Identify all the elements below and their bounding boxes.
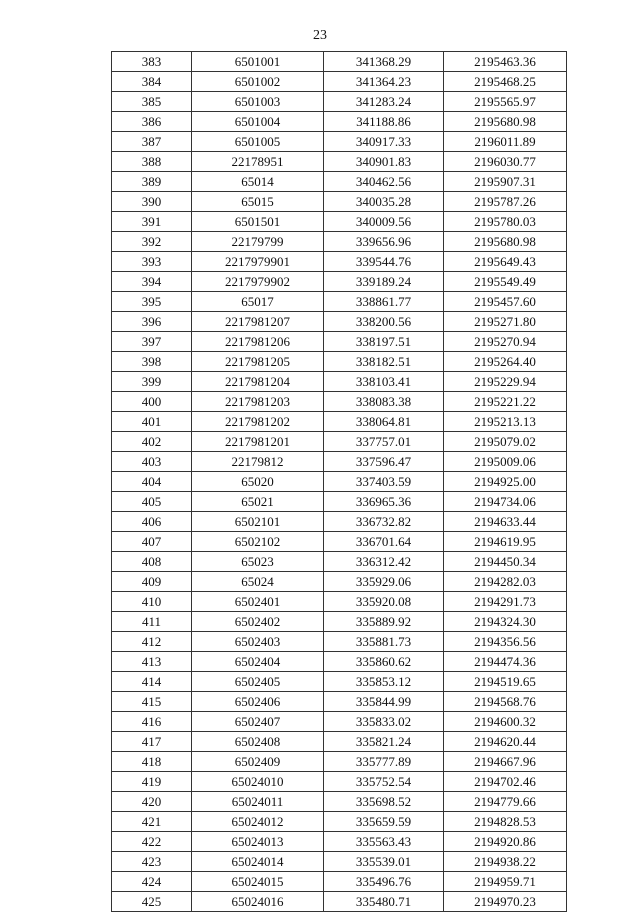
table-row bbox=[112, 232, 567, 252]
y-coordinate-cell: 2195907.31 bbox=[444, 172, 567, 192]
y-coordinate-cell: 2195565.97 bbox=[444, 92, 567, 112]
y-coordinate-cell: 2195649.43 bbox=[444, 252, 567, 272]
point-id-cell: 65020 bbox=[192, 472, 324, 492]
point-id-cell: 6502404 bbox=[192, 652, 324, 672]
x-coordinate-cell: 338182.51 bbox=[324, 352, 444, 372]
row-number-cell: 410 bbox=[112, 592, 192, 612]
table-row bbox=[112, 712, 567, 732]
point-id-cell: 2217981205 bbox=[192, 352, 324, 372]
x-coordinate-cell: 335821.24 bbox=[324, 732, 444, 752]
x-coordinate-cell: 335698.52 bbox=[324, 792, 444, 812]
y-coordinate-cell: 2194474.36 bbox=[444, 652, 567, 672]
point-id-cell: 6501005 bbox=[192, 132, 324, 152]
y-coordinate-cell: 2194734.06 bbox=[444, 492, 567, 512]
table-row bbox=[112, 752, 567, 772]
table-row bbox=[112, 332, 567, 352]
point-id-cell: 6501501 bbox=[192, 212, 324, 232]
x-coordinate-cell: 340462.56 bbox=[324, 172, 444, 192]
x-coordinate-cell: 335929.06 bbox=[324, 572, 444, 592]
table-row bbox=[112, 92, 567, 112]
row-number-cell: 425 bbox=[112, 892, 192, 912]
coordinates-table-body bbox=[112, 52, 567, 912]
point-id-cell: 6502408 bbox=[192, 732, 324, 752]
x-coordinate-cell: 340009.56 bbox=[324, 212, 444, 232]
table-row bbox=[112, 52, 567, 72]
table-row bbox=[112, 152, 567, 172]
table-row bbox=[112, 272, 567, 292]
x-coordinate-cell: 335860.62 bbox=[324, 652, 444, 672]
table-row bbox=[112, 732, 567, 752]
point-id-cell: 65024015 bbox=[192, 872, 324, 892]
y-coordinate-cell: 2194450.34 bbox=[444, 552, 567, 572]
table-row bbox=[112, 192, 567, 212]
point-id-cell: 6502102 bbox=[192, 532, 324, 552]
x-coordinate-cell: 335777.89 bbox=[324, 752, 444, 772]
table-row bbox=[112, 512, 567, 532]
x-coordinate-cell: 337596.47 bbox=[324, 452, 444, 472]
y-coordinate-cell: 2194920.86 bbox=[444, 832, 567, 852]
y-coordinate-cell: 2195271.80 bbox=[444, 312, 567, 332]
row-number-cell: 405 bbox=[112, 492, 192, 512]
x-coordinate-cell: 335889.92 bbox=[324, 612, 444, 632]
y-coordinate-cell: 2195264.40 bbox=[444, 352, 567, 372]
point-id-cell: 2217979902 bbox=[192, 272, 324, 292]
point-id-cell: 6502405 bbox=[192, 672, 324, 692]
y-coordinate-cell: 2194925.00 bbox=[444, 472, 567, 492]
row-number-cell: 383 bbox=[112, 52, 192, 72]
table-row bbox=[112, 412, 567, 432]
table-row bbox=[112, 672, 567, 692]
point-id-cell: 65024013 bbox=[192, 832, 324, 852]
x-coordinate-cell: 340035.28 bbox=[324, 192, 444, 212]
table-row bbox=[112, 112, 567, 132]
table-row bbox=[112, 132, 567, 152]
point-id-cell: 2217981207 bbox=[192, 312, 324, 332]
table-row bbox=[112, 572, 567, 592]
row-number-cell: 421 bbox=[112, 812, 192, 832]
point-id-cell: 65017 bbox=[192, 292, 324, 312]
y-coordinate-cell: 2194620.44 bbox=[444, 732, 567, 752]
table-row bbox=[112, 692, 567, 712]
page-number: 23 bbox=[313, 28, 327, 43]
y-coordinate-cell: 2195457.60 bbox=[444, 292, 567, 312]
y-coordinate-cell: 2194667.96 bbox=[444, 752, 567, 772]
table-row bbox=[112, 592, 567, 612]
y-coordinate-cell: 2196030.77 bbox=[444, 152, 567, 172]
x-coordinate-cell: 337757.01 bbox=[324, 432, 444, 452]
x-coordinate-cell: 335480.71 bbox=[324, 892, 444, 912]
point-id-cell: 65014 bbox=[192, 172, 324, 192]
y-coordinate-cell: 2194568.76 bbox=[444, 692, 567, 712]
point-id-cell: 6502407 bbox=[192, 712, 324, 732]
x-coordinate-cell: 338103.41 bbox=[324, 372, 444, 392]
table-row bbox=[112, 492, 567, 512]
row-number-cell: 384 bbox=[112, 72, 192, 92]
x-coordinate-cell: 338861.77 bbox=[324, 292, 444, 312]
x-coordinate-cell: 335563.43 bbox=[324, 832, 444, 852]
row-number-cell: 403 bbox=[112, 452, 192, 472]
x-coordinate-cell: 337403.59 bbox=[324, 472, 444, 492]
point-id-cell: 22179812 bbox=[192, 452, 324, 472]
y-coordinate-cell: 2195079.02 bbox=[444, 432, 567, 452]
row-number-cell: 397 bbox=[112, 332, 192, 352]
y-coordinate-cell: 2194938.22 bbox=[444, 852, 567, 872]
point-id-cell: 65024 bbox=[192, 572, 324, 592]
table-row bbox=[112, 832, 567, 852]
point-id-cell: 65024016 bbox=[192, 892, 324, 912]
x-coordinate-cell: 339656.96 bbox=[324, 232, 444, 252]
y-coordinate-cell: 2195468.25 bbox=[444, 72, 567, 92]
point-id-cell: 6502401 bbox=[192, 592, 324, 612]
y-coordinate-cell: 2194619.95 bbox=[444, 532, 567, 552]
y-coordinate-cell: 2196011.89 bbox=[444, 132, 567, 152]
y-coordinate-cell: 2194324.30 bbox=[444, 612, 567, 632]
row-number-cell: 417 bbox=[112, 732, 192, 752]
point-id-cell: 6502406 bbox=[192, 692, 324, 712]
point-id-cell: 6501001 bbox=[192, 52, 324, 72]
row-number-cell: 401 bbox=[112, 412, 192, 432]
row-number-cell: 396 bbox=[112, 312, 192, 332]
table-row bbox=[112, 812, 567, 832]
row-number-cell: 398 bbox=[112, 352, 192, 372]
table-row bbox=[112, 212, 567, 232]
table-row bbox=[112, 392, 567, 412]
point-id-cell: 6501002 bbox=[192, 72, 324, 92]
row-number-cell: 394 bbox=[112, 272, 192, 292]
point-id-cell: 65015 bbox=[192, 192, 324, 212]
point-id-cell: 2217981206 bbox=[192, 332, 324, 352]
x-coordinate-cell: 338197.51 bbox=[324, 332, 444, 352]
x-coordinate-cell: 338083.38 bbox=[324, 392, 444, 412]
table-row bbox=[112, 372, 567, 392]
point-id-cell: 65024010 bbox=[192, 772, 324, 792]
point-id-cell: 2217979901 bbox=[192, 252, 324, 272]
y-coordinate-cell: 2194291.73 bbox=[444, 592, 567, 612]
table-row bbox=[112, 632, 567, 652]
y-coordinate-cell: 2195787.26 bbox=[444, 192, 567, 212]
table-row bbox=[112, 172, 567, 192]
x-coordinate-cell: 336312.42 bbox=[324, 552, 444, 572]
row-number-cell: 389 bbox=[112, 172, 192, 192]
x-coordinate-cell: 338064.81 bbox=[324, 412, 444, 432]
x-coordinate-cell: 341364.23 bbox=[324, 72, 444, 92]
y-coordinate-cell: 2194779.66 bbox=[444, 792, 567, 812]
y-coordinate-cell: 2195270.94 bbox=[444, 332, 567, 352]
y-coordinate-cell: 2195229.94 bbox=[444, 372, 567, 392]
point-id-cell: 65021 bbox=[192, 492, 324, 512]
row-number-cell: 385 bbox=[112, 92, 192, 112]
point-id-cell: 6502402 bbox=[192, 612, 324, 632]
row-number-cell: 402 bbox=[112, 432, 192, 452]
x-coordinate-cell: 335920.08 bbox=[324, 592, 444, 612]
y-coordinate-cell: 2194828.53 bbox=[444, 812, 567, 832]
point-id-cell: 6501004 bbox=[192, 112, 324, 132]
y-coordinate-cell: 2195680.98 bbox=[444, 232, 567, 252]
y-coordinate-cell: 2194959.71 bbox=[444, 872, 567, 892]
point-id-cell: 22179799 bbox=[192, 232, 324, 252]
y-coordinate-cell: 2195221.22 bbox=[444, 392, 567, 412]
y-coordinate-cell: 2194970.23 bbox=[444, 892, 567, 912]
row-number-cell: 388 bbox=[112, 152, 192, 172]
x-coordinate-cell: 339544.76 bbox=[324, 252, 444, 272]
point-id-cell: 22178951 bbox=[192, 152, 324, 172]
row-number-cell: 400 bbox=[112, 392, 192, 412]
row-number-cell: 399 bbox=[112, 372, 192, 392]
row-number-cell: 413 bbox=[112, 652, 192, 672]
x-coordinate-cell: 341368.29 bbox=[324, 52, 444, 72]
table-row bbox=[112, 872, 567, 892]
table-row bbox=[112, 432, 567, 452]
table-row bbox=[112, 72, 567, 92]
x-coordinate-cell: 335752.54 bbox=[324, 772, 444, 792]
point-id-cell: 2217981201 bbox=[192, 432, 324, 452]
row-number-cell: 411 bbox=[112, 612, 192, 632]
point-id-cell: 6501003 bbox=[192, 92, 324, 112]
row-number-cell: 393 bbox=[112, 252, 192, 272]
table-row bbox=[112, 612, 567, 632]
x-coordinate-cell: 338200.56 bbox=[324, 312, 444, 332]
y-coordinate-cell: 2195680.98 bbox=[444, 112, 567, 132]
table-row bbox=[112, 852, 567, 872]
point-id-cell: 65024014 bbox=[192, 852, 324, 872]
x-coordinate-cell: 335496.76 bbox=[324, 872, 444, 892]
table-row bbox=[112, 892, 567, 912]
x-coordinate-cell: 335853.12 bbox=[324, 672, 444, 692]
x-coordinate-cell: 335881.73 bbox=[324, 632, 444, 652]
y-coordinate-cell: 2194633.44 bbox=[444, 512, 567, 532]
row-number-cell: 409 bbox=[112, 572, 192, 592]
x-coordinate-cell: 335659.59 bbox=[324, 812, 444, 832]
row-number-cell: 424 bbox=[112, 872, 192, 892]
y-coordinate-cell: 2194519.65 bbox=[444, 672, 567, 692]
table-row bbox=[112, 252, 567, 272]
y-coordinate-cell: 2195549.49 bbox=[444, 272, 567, 292]
table-row bbox=[112, 312, 567, 332]
row-number-cell: 408 bbox=[112, 552, 192, 572]
row-number-cell: 414 bbox=[112, 672, 192, 692]
x-coordinate-cell: 335539.01 bbox=[324, 852, 444, 872]
y-coordinate-cell: 2194702.46 bbox=[444, 772, 567, 792]
row-number-cell: 423 bbox=[112, 852, 192, 872]
point-id-cell: 65024012 bbox=[192, 812, 324, 832]
table-row bbox=[112, 652, 567, 672]
row-number-cell: 391 bbox=[112, 212, 192, 232]
table-row bbox=[112, 792, 567, 812]
table-row bbox=[112, 352, 567, 372]
y-coordinate-cell: 2195463.36 bbox=[444, 52, 567, 72]
row-number-cell: 415 bbox=[112, 692, 192, 712]
point-id-cell: 2217981202 bbox=[192, 412, 324, 432]
x-coordinate-cell: 340917.33 bbox=[324, 132, 444, 152]
row-number-cell: 406 bbox=[112, 512, 192, 532]
x-coordinate-cell: 335844.99 bbox=[324, 692, 444, 712]
y-coordinate-cell: 2194282.03 bbox=[444, 572, 567, 592]
row-number-cell: 422 bbox=[112, 832, 192, 852]
table-row bbox=[112, 772, 567, 792]
row-number-cell: 419 bbox=[112, 772, 192, 792]
point-id-cell: 6502403 bbox=[192, 632, 324, 652]
row-number-cell: 390 bbox=[112, 192, 192, 212]
row-number-cell: 416 bbox=[112, 712, 192, 732]
y-coordinate-cell: 2195009.06 bbox=[444, 452, 567, 472]
y-coordinate-cell: 2194356.56 bbox=[444, 632, 567, 652]
coordinates-table bbox=[111, 51, 567, 912]
row-number-cell: 420 bbox=[112, 792, 192, 812]
x-coordinate-cell: 341283.24 bbox=[324, 92, 444, 112]
y-coordinate-cell: 2195213.13 bbox=[444, 412, 567, 432]
y-coordinate-cell: 2194600.32 bbox=[444, 712, 567, 732]
row-number-cell: 395 bbox=[112, 292, 192, 312]
row-number-cell: 407 bbox=[112, 532, 192, 552]
row-number-cell: 418 bbox=[112, 752, 192, 772]
y-coordinate-cell: 2195780.03 bbox=[444, 212, 567, 232]
row-number-cell: 392 bbox=[112, 232, 192, 252]
x-coordinate-cell: 336965.36 bbox=[324, 492, 444, 512]
point-id-cell: 2217981203 bbox=[192, 392, 324, 412]
point-id-cell: 6502409 bbox=[192, 752, 324, 772]
table-row bbox=[112, 292, 567, 312]
point-id-cell: 6502101 bbox=[192, 512, 324, 532]
row-number-cell: 412 bbox=[112, 632, 192, 652]
table-row bbox=[112, 472, 567, 492]
row-number-cell: 387 bbox=[112, 132, 192, 152]
point-id-cell: 2217981204 bbox=[192, 372, 324, 392]
x-coordinate-cell: 340901.83 bbox=[324, 152, 444, 172]
point-id-cell: 65024011 bbox=[192, 792, 324, 812]
table-row bbox=[112, 532, 567, 552]
x-coordinate-cell: 335833.02 bbox=[324, 712, 444, 732]
table-row bbox=[112, 552, 567, 572]
x-coordinate-cell: 336732.82 bbox=[324, 512, 444, 532]
row-number-cell: 404 bbox=[112, 472, 192, 492]
x-coordinate-cell: 339189.24 bbox=[324, 272, 444, 292]
x-coordinate-cell: 336701.64 bbox=[324, 532, 444, 552]
x-coordinate-cell: 341188.86 bbox=[324, 112, 444, 132]
row-number-cell: 386 bbox=[112, 112, 192, 132]
point-id-cell: 65023 bbox=[192, 552, 324, 572]
table-row bbox=[112, 452, 567, 472]
